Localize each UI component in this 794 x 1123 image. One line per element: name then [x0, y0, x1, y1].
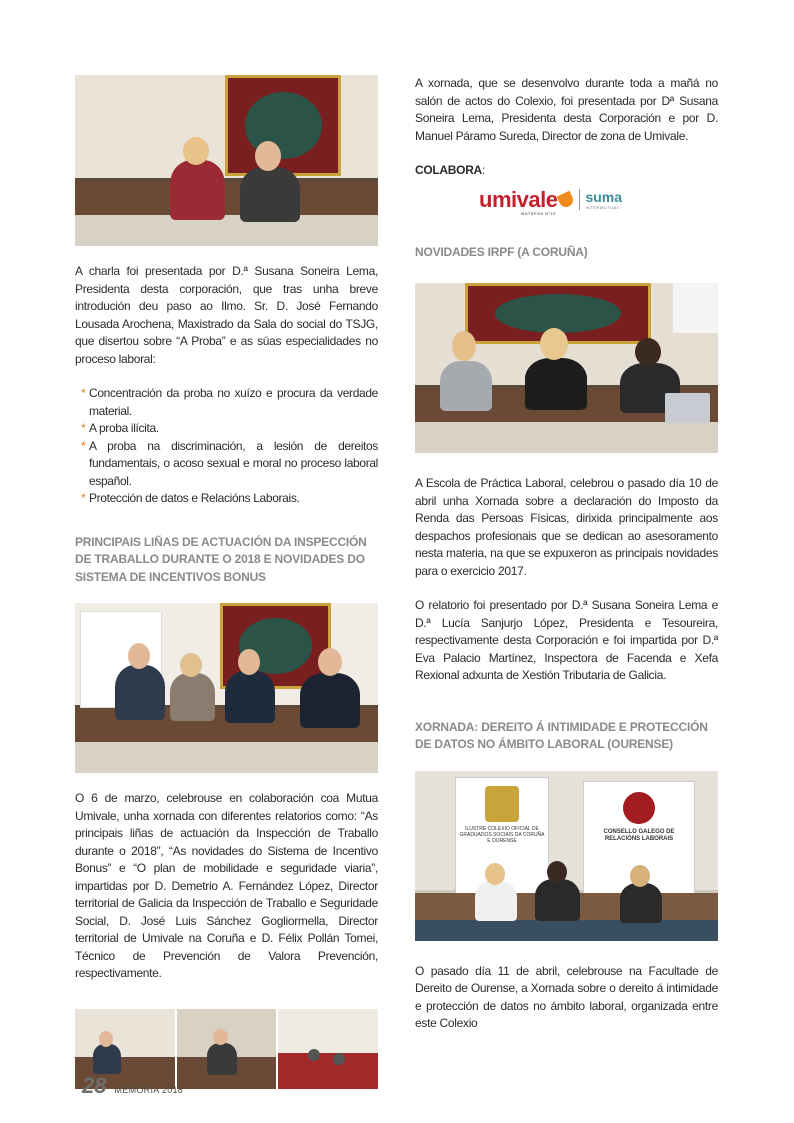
charla-paragraph: A charla foi presentada por D.ª Susana Soneira Lema, Presidenta desta corporación, que tras unha breve introdución deu paso ao Ilmo. Sr. D. José Fernando Lousada Arochena, Maxistrado da Sala do social do TSJG, que disertou sobre “A Proba” e as súas especialidades no proceso laboral:	[75, 264, 378, 366]
list-item: * A proba na discriminación, a lesión de dereitos fundamentais, o acoso sexual e moral no proceso laboral español.	[81, 438, 378, 488]
banner-consello-galego: CONSELLO GALEGO DE RELACIÓNS LABORAIS	[583, 781, 695, 903]
list-item: * Concentración da proba no xuízo e procura da verdade material.	[81, 386, 378, 418]
page-number: 28	[82, 1073, 107, 1098]
banner-graduados-sociais: ILUSTRE COLEXIO OFICIAL DE GRADUADOS SOCIAIS DA CORUÑA E OURENSE	[455, 777, 549, 904]
section-heading-xornada-ourense: XORNADA: DEREITO Á INTIMIDADE E PROTECCIÓN DE DATOS NO ÁMBITO LABORAL (OURENSE)	[415, 719, 708, 751]
inspeccion-paragraph: O 6 de marzo, celebrouse en colaboración coa Mutua Umivale, unha xornada con diferentes relatorios como: “As principais liñas de actuación da Inspección de Traballo durante o 2018”, “As novidades do Sistema de Incentivo Bonus” e “O plan de mobilidade e seguridade viaria”, impartidas por D. Demetrio A. Fernández López, Director territorial de Galicia da Inspección de Traballo e Seguridade Social, D. José Luis Sánchez Gogliormella, Director territorial de Umivale na Coruña e D. Félix Pollán Tomei, Técnico de Prevención de Valora Prevención, respectivamente.	[75, 791, 378, 980]
section-heading-inspeccion: PRINCIPAIS LIÑAS DE ACTUACIÓN DA INSPECCIÓN DE TRABALLO DURANTE O 2018 E NOVIDADES DO SISTEMA DE INCENTIVOS BONUS	[75, 534, 367, 584]
proba-topic-list	[75, 385, 378, 508]
colabora-line: COLABORA:	[415, 163, 485, 177]
footer-label: MEMORIA 2018	[114, 1085, 184, 1095]
irpf-paragraph-2: O relatorio foi presentado por D.ª Susana Soneira Lema e D.ª Lucía Sanjurjo López, Presidenta e Tesoureira, respectivamente desta Corporación e foi impartida por D.ª Eva Palacio Martínez, Inspectora de Facenda e Xefa Rexional adxunta de Xestión Tributaria de Galicia.	[415, 598, 718, 682]
irpf-paragraph-1: A Escola de Práctica Laboral, celebrou o pasado día 10 de abril unha Xornada sobre a declaración do Imposto da Renda das Persoas Físicas, dirixida principalmente aos despachos profesionais que se dedican ao asesoramento nesta materia, na que se expuxeron as principais novidades para o exercicio 2017.	[415, 476, 718, 578]
photo-xornada-ourense	[415, 771, 718, 941]
left-column	[75, 75, 378, 1089]
photo-inspeccion-traballo	[75, 603, 378, 773]
photo-charla-a-proba	[75, 75, 378, 246]
photo-strip-2	[177, 1009, 277, 1089]
xornada-paragraph: O pasado día 11 de abril, celebrouse na Facultade de Dereito de Ourense, a Xornada sobre o dereito á intimidade e protección de datos no ámbito laboral, organizada entre este Colexio	[415, 963, 718, 1030]
suma-logo: suma INTERMUTUAL	[579, 189, 622, 210]
list-item: * Protección de datos e Relacións Laborais.	[81, 491, 300, 505]
page-footer	[82, 1073, 183, 1099]
photo-irpf	[415, 283, 718, 453]
right-column	[415, 75, 718, 1033]
list-item: * A proba ilícita.	[81, 421, 159, 435]
xornada-intro-paragraph: A xornada, que se desenvolvo durante toda a mañá no salón de actos do Colexio, foi presentada por Dª Susana Soneira Lema, Presidenta desta Corporación e por D. Manuel Páramo Sureda, Director de zona de Umivale.	[415, 76, 718, 143]
colabora-label: COLABORA	[415, 163, 482, 177]
umivale-logo: umivale MATEPSS Nº15	[479, 187, 573, 213]
sponsor-logos	[479, 180, 718, 220]
section-heading-irpf: NOVIDADES IRPF (A CORUÑA)	[415, 244, 588, 259]
photo-strip-3	[278, 1009, 378, 1089]
